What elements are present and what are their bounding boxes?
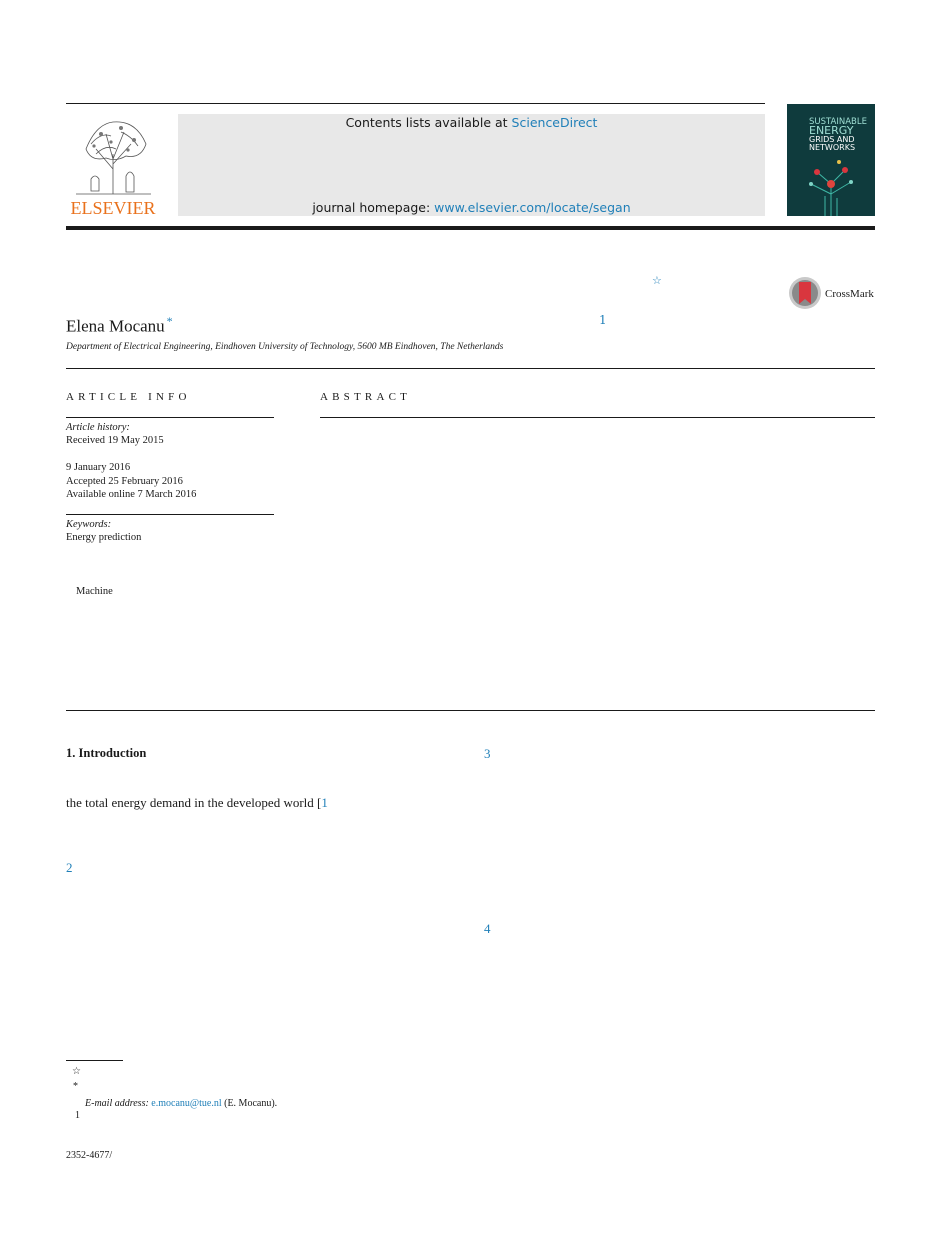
body-text-line	[66, 795, 328, 811]
abstract-rule	[320, 417, 875, 418]
citation-ref-4[interactable]: 4	[484, 921, 491, 936]
sciencedirect-link[interactable]: ScienceDirect	[511, 115, 598, 130]
article-info-rule	[66, 417, 274, 418]
history-label: Article history:	[66, 422, 130, 433]
footnote-star: ☆	[72, 1066, 81, 1077]
journal-homepage-link[interactable]: www.elsevier.com/locate/segan	[434, 200, 631, 215]
email-link[interactable]: e.mocanu@tue.nl	[151, 1098, 222, 1109]
homepage-line	[178, 200, 765, 215]
cover-line-4: NETWORKS	[809, 143, 856, 152]
cover-line-2: ENERGY	[809, 124, 854, 137]
cover-line-1: SUSTAINABLE	[809, 117, 867, 127]
publisher-name: ELSEVIER	[70, 198, 156, 218]
history-received: Received 19 May 2015	[66, 435, 164, 447]
title-footnote-star[interactable]: ☆	[652, 274, 662, 287]
header-thick-rule	[66, 226, 875, 230]
contents-prefix: Contents lists available at	[345, 115, 512, 130]
header-top-rule	[66, 103, 765, 104]
affiliation-rule	[66, 368, 875, 369]
keyword-machine: Machine	[76, 586, 113, 597]
footnote-rule	[66, 1060, 123, 1061]
contents-line	[178, 115, 765, 130]
abstract-heading: ABSTRACT	[320, 391, 412, 403]
homepage-prefix: journal homepage:	[312, 200, 435, 215]
history-accepted: Accepted 25 February 2016	[66, 475, 183, 487]
section-heading-introduction: 1. Introduction	[66, 746, 147, 760]
footnote-asterisk: *	[73, 1081, 78, 1092]
citation-ref-2[interactable]: 2	[66, 860, 73, 875]
email-suffix: (E. Mocanu).	[221, 1098, 278, 1109]
author-name-text: Elena Mocanu	[66, 316, 165, 336]
keyword-item: Energy prediction	[66, 532, 142, 544]
author-name	[66, 314, 173, 337]
crossmark-label[interactable]: CrossMark	[825, 288, 874, 300]
keywords-block	[66, 518, 141, 545]
history-revised: 9 January 2016	[66, 462, 131, 474]
footnote-email	[85, 1098, 277, 1109]
article-info-heading: ARTICLE INFO	[66, 391, 191, 403]
footnote-1: 1	[75, 1110, 80, 1121]
history-blank	[66, 448, 196, 461]
issn: 2352-4677/	[66, 1150, 113, 1161]
author-corresponding-mark[interactable]: *	[166, 314, 173, 328]
keywords-rule	[66, 514, 274, 515]
author-footnote-ref[interactable]: 1	[599, 313, 607, 327]
email-label: E-mail address:	[85, 1098, 152, 1109]
citation-ref-1[interactable]: 1	[321, 795, 328, 810]
affiliation: Department of Electrical Engineering, Eindhoven University of Technology, 5600 MB Eindhoven, The Netherlands	[66, 342, 504, 352]
cover-line-3: GRIDS AND	[809, 135, 855, 144]
article-history	[66, 421, 196, 501]
journal-cover-image	[787, 104, 875, 216]
crossmark-icon[interactable]	[788, 276, 822, 314]
history-online: Available online 7 March 2016	[66, 489, 197, 501]
article-info-bottom-rule	[66, 710, 875, 711]
keywords-label: Keywords:	[66, 519, 112, 530]
body-text: the total energy demand in the developed world [	[66, 795, 322, 810]
citation-ref-3[interactable]: 3	[484, 746, 491, 761]
